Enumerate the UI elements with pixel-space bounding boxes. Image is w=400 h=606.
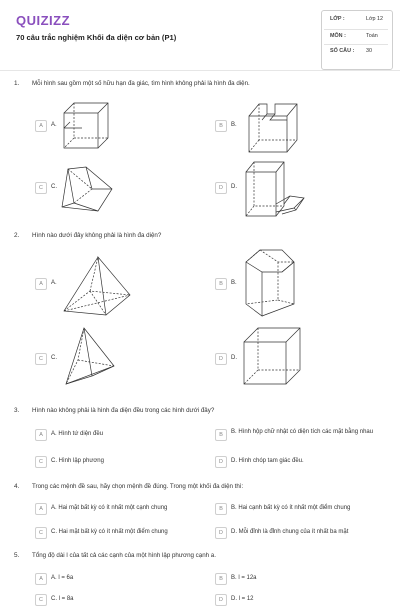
meta-count-key: SỐ CÂU : [330,48,355,54]
option-letter-box: D [215,456,227,468]
question-number: 2. [14,232,20,239]
figure-cube-with-prism [242,160,310,218]
option-label: D. Mỗi đỉnh là đỉnh chung của ít nhất ba mặt [231,529,349,535]
meta-divider [324,29,388,30]
meta-class-key: LỚP : [330,16,345,22]
header-divider [0,70,400,71]
meta-subject-value: Toán [366,33,378,39]
meta-divider [324,44,388,45]
option-label: B. Hai cạnh bất kỳ có ít nhất một điểm chung [231,505,351,511]
option-letter-box: D [215,353,227,365]
option-letter-box: B [215,278,227,290]
figure-square-pyramid [60,255,132,317]
option-label: A. l = 6a [51,575,74,581]
figure-cube-with-notch [60,98,110,153]
option-letter-box: A [35,503,47,515]
option-label: D. l = 12 [231,596,254,602]
option-letter-box: A [35,120,47,132]
question-text: Tổng độ dài l của tất cả các cạnh của một hình lập phương cạnh a. [32,552,216,559]
figure-frustum [58,163,118,215]
figure-stepped-cube [245,98,300,154]
option-letter-box: C [35,182,47,194]
meta-class-value: Lớp 12 [366,16,384,22]
worksheet-title: 70 câu trắc nghiệm Khối đa diện cơ bản (P1) [16,33,177,42]
question-text: Hình nào không phải là hình đa diện đều trong các hình dưới đây? [32,407,215,414]
option-label: C. Hình lập phương [51,458,104,464]
meta-count [330,48,388,58]
option-label: A. Hai mặt bất kỳ có ít nhất một cạnh chung [51,505,168,511]
option-letter-box: C [35,594,47,606]
question-text: Trong các mệnh đề sau, hãy chọn mệnh đề đúng. Trong một khối đa diện thì: [32,483,244,490]
option-letter-box: D [215,594,227,606]
option-letter-box: A [35,278,47,290]
figure-cube [240,326,304,388]
option-label: B. l = 12a [231,575,257,581]
quizizz-logo: QUIZIZZ [16,13,71,28]
option-label: B. [231,122,237,128]
option-letter-box: A [35,573,47,585]
option-letter-box: B [215,120,227,132]
option-label: C. [51,355,57,361]
option-label: C. l = 8a [51,596,74,602]
option-label: C. [51,184,57,190]
question-text: Hình nào dưới đây không phải là hình đa diện? [32,232,162,239]
figure-house-shape [242,248,297,320]
question-number: 3. [14,407,20,414]
option-label: C. Hai mặt bất kỳ có ít nhất một điểm chung [51,529,168,535]
option-letter-box: C [35,353,47,365]
option-letter-box: A [35,429,47,441]
option-label: A. [51,280,57,286]
option-label: D. [231,184,237,190]
option-letter-box: B [215,429,227,441]
meta-class [330,16,388,26]
meta-count-value: 30 [366,48,372,54]
question-number: 5. [14,552,20,559]
worksheet-header [0,0,400,74]
question-number: 4. [14,483,20,490]
option-label: D. Hình chóp tam giác đều. [231,458,304,464]
figure-tetrahedron [62,326,122,388]
option-label: B. Hình hộp chữ nhật có diện tích các mặt bằng nhau [231,429,374,435]
option-label: A. Hình tứ diện đều [51,431,104,437]
meta-subject-key: MÔN : [330,33,346,39]
question-number: 1. [14,80,20,87]
option-letter-box: B [215,503,227,515]
option-label: A. [51,122,57,128]
option-label: D. [231,355,237,361]
option-letter-box: C [35,456,47,468]
option-letter-box: D [215,182,227,194]
option-letter-box: C [35,527,47,539]
option-label: B. [231,280,237,286]
option-letter-box: B [215,573,227,585]
meta-subject [330,33,388,43]
question-text: Mỗi hình sau gồm một số hữu hạn đa giác, tìm hình không phải là hình đa diện. [32,80,250,87]
option-letter-box: D [215,527,227,539]
